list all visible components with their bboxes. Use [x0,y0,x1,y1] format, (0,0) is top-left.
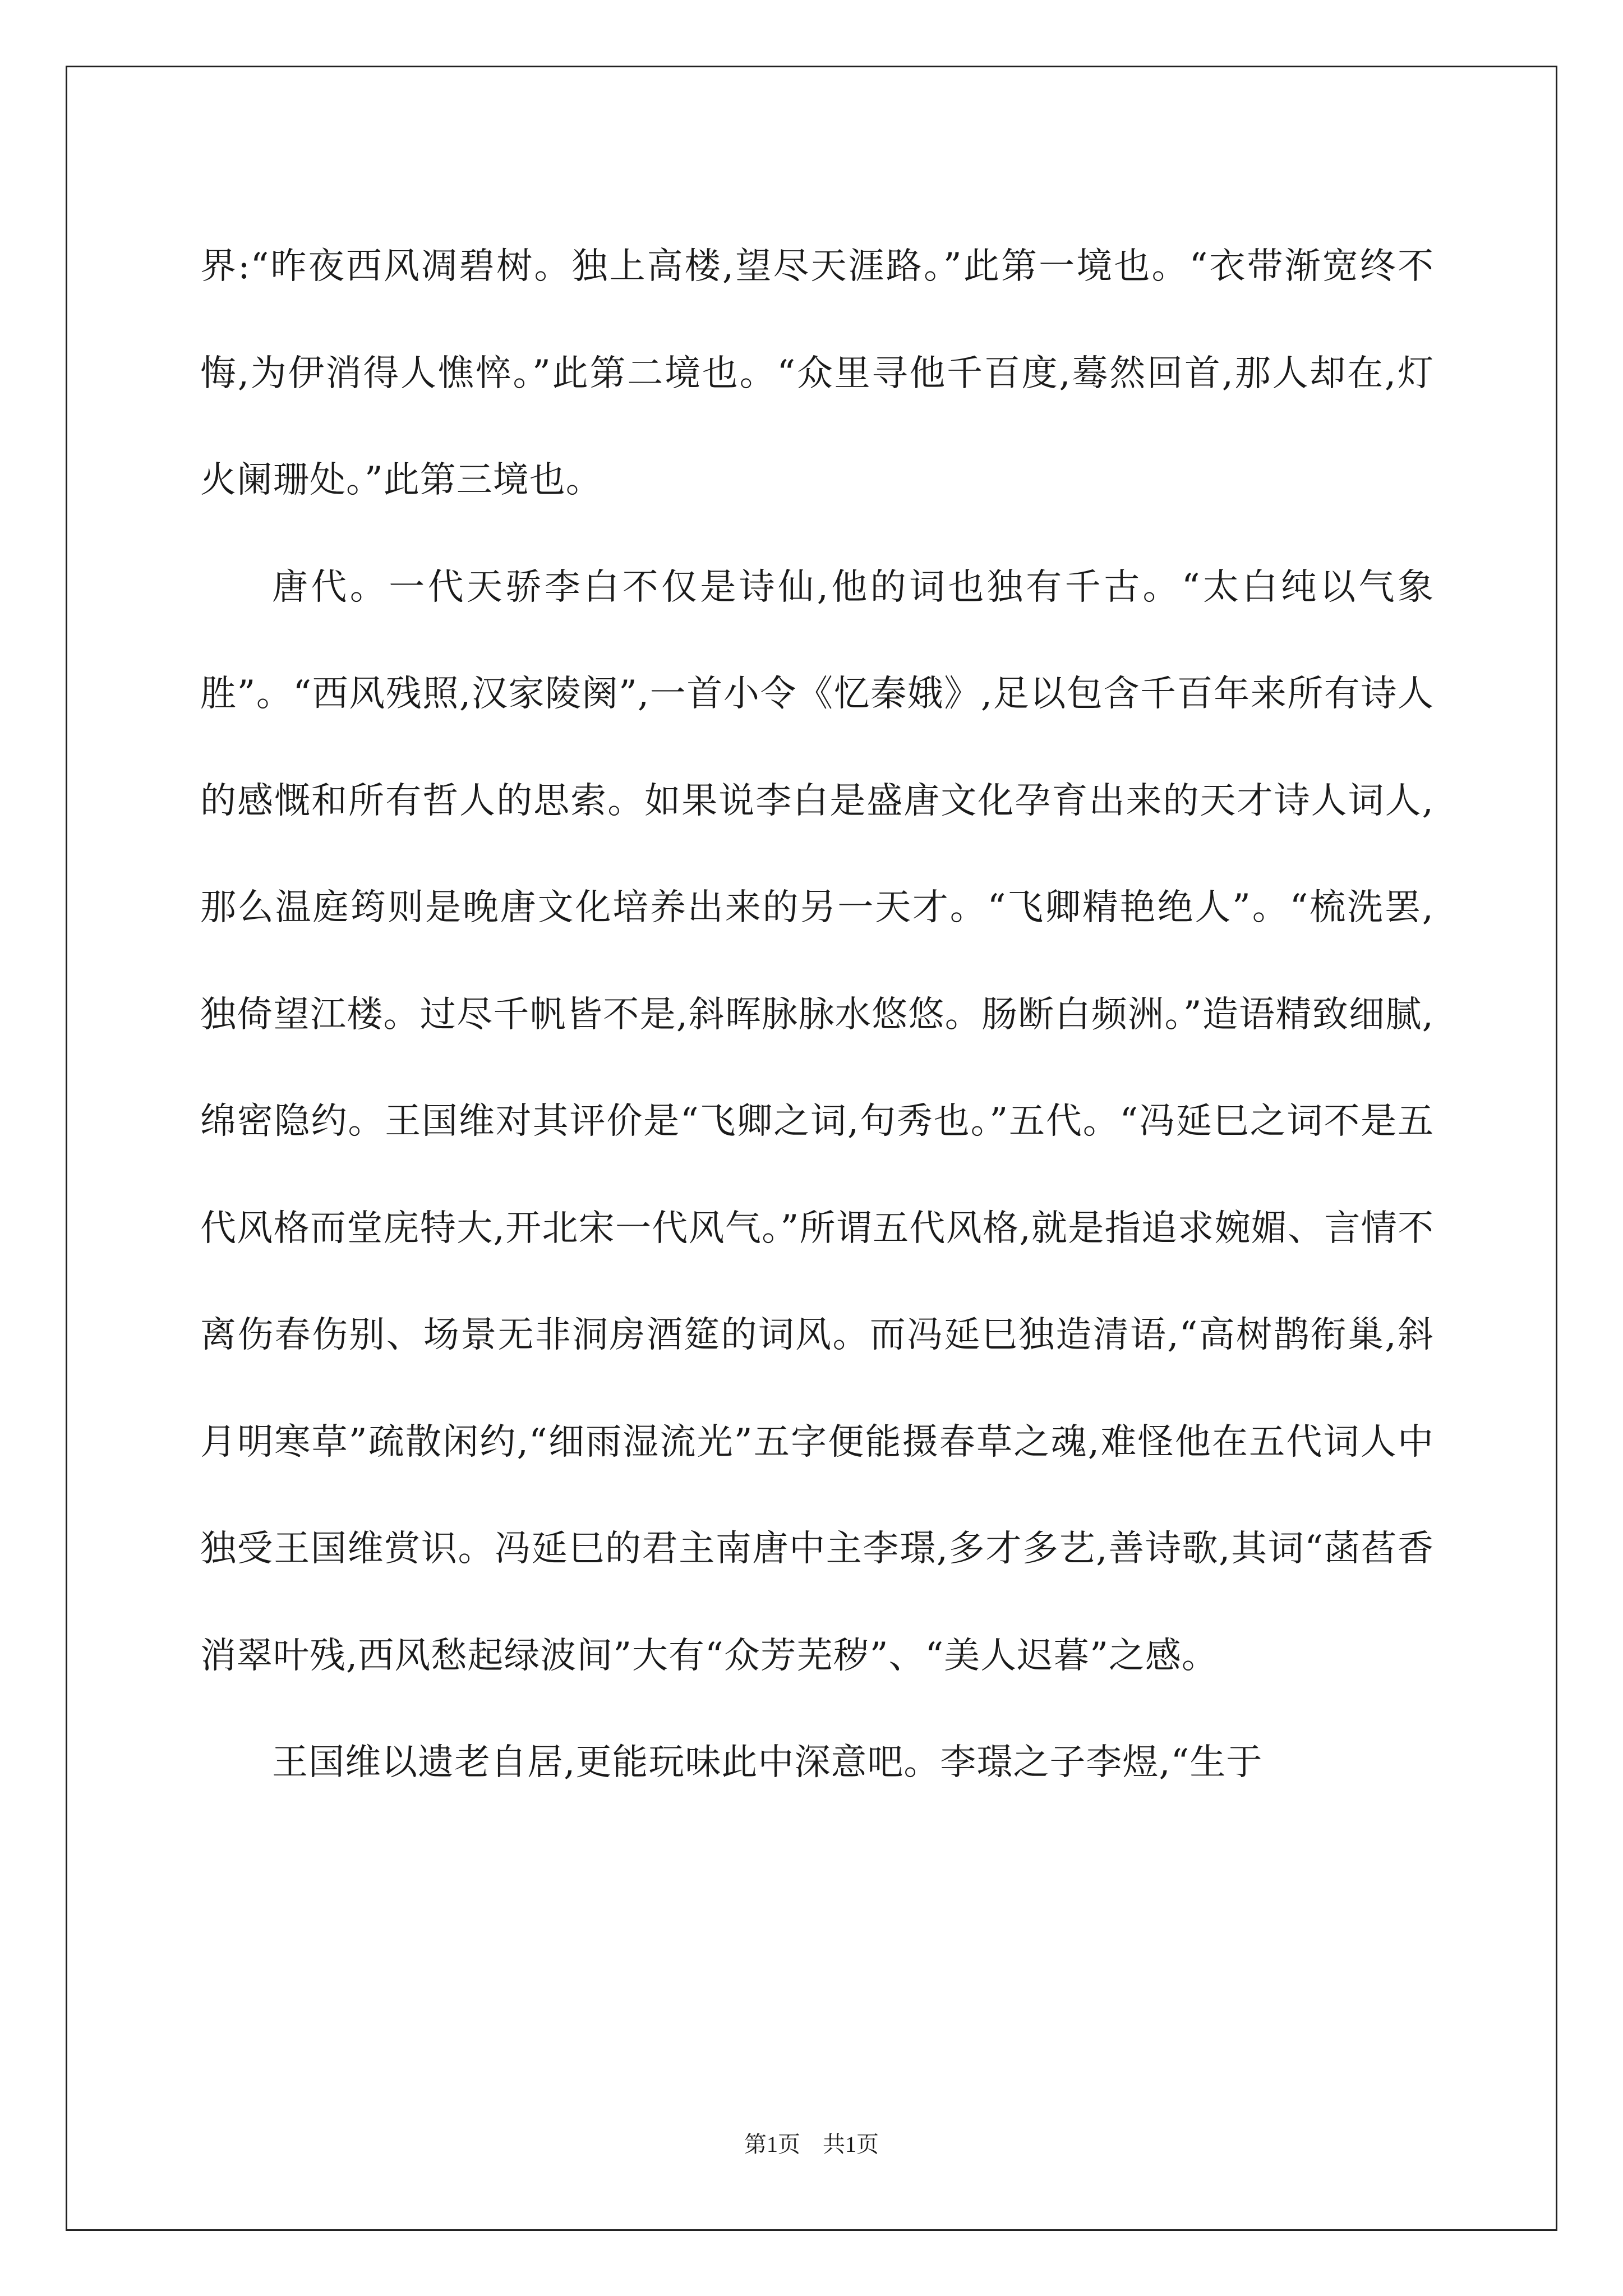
page-number-footer: 第1页 共1页 [744,2132,879,2157]
paragraph-wang-guowei: 王国维以遗老自居,更能玩味此中深意吧。李璟之子李煜,“生于 [272,1742,1263,1783]
document-body [200,213,1434,1816]
paragraph-continuation: 界:“昨夜西风凋碧树。独上高楼,望尽天涯路。”此第一境也。“衣带渐宽终不悔,为伊消得人憔悴。”此第二境也。“众里寻他千百度,蓦然回首,那人却在,灯火阑珊处。”此第三境也。 [200,246,1434,501]
paragraph-tang-five-dynasties: 唐代。一代天骄李白不仅是诗仙,他的词也独有千古。“太白纯以气象胜”。“西风残照,汉家陵阕”,一首小令《忆秦娥》,足以包含千百年来所有诗人的感慨和所有哲人的思索。如果说李白是盛唐文化孕育出来的天才诗人词人,那么温庭筠则是晚唐文化培养出来的另一天才。“飞卿精艳绝人”。“梳洗罢,独倚望江楼。过尽千帆皆不是,斜晖脉脉水悠悠。肠断白频洲。”造语精致细腻,绵密隐约。王国维对其评价是“飞卿之词,句秀也。”五代。“冯延巳之词不是五代风格而堂庑特大,开北宋一代风气。”所谓五代风格,就是指追求婉媚、言情不离伤春伤别、场景无非洞房酒筵的词风。而冯延巳独造清语,“高树鹊衔巢,斜月明寒草”疏散闲约,“细雨湿流光”五字便能摄春草之魂,难怪他在五代词人中独受王国维赏识。冯延巳的君主南唐中主李璟,多才多艺,善诗歌,其词“菡萏香消翠叶残,西风愁起绿波间”大有“众芳芜秽”、“美人迟暮”之感。 [200,566,1434,1677]
